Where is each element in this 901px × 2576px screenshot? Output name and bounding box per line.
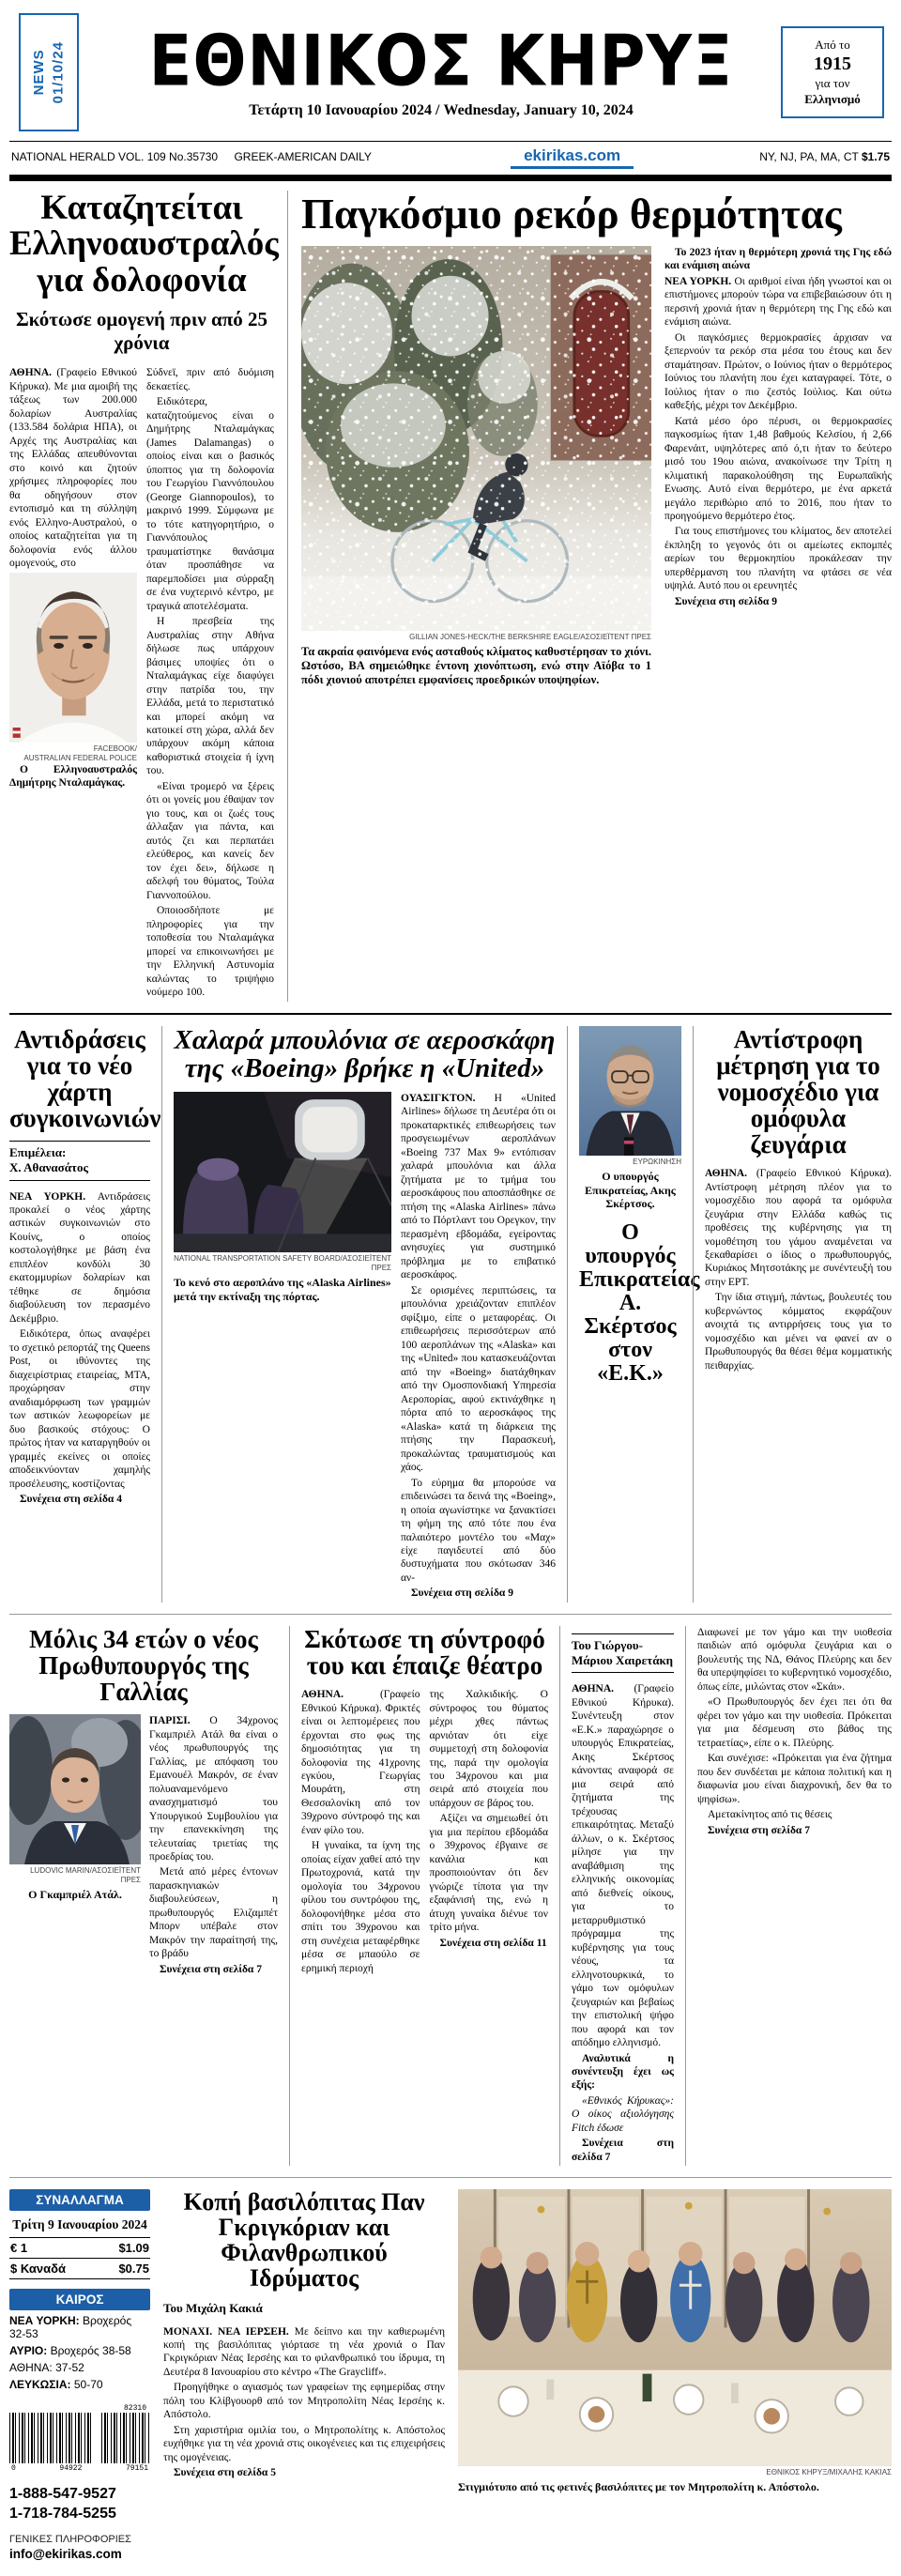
dateline: ΜΟΝΑΧΙ. ΝΕΑ ΙΕΡΣΕΗ. [163, 2325, 289, 2338]
dateline: ΟΥΑΣΙΓΚΤΟΝ. [401, 1093, 476, 1104]
wanted-lead: (Γραφείο Εθνικού Κήρυκα). Με μια αμοιβή της τάξεως των 200.000 δολαρίων Αυστραλίας (133.584 δολάρια ΗΠΑ), οι Αρχές της Αυστραλίας και της Ελλάδας απευθύνονται στο κοινό και ζητούν χρήσιμες πληροφορίες που θα οδηγήσουν στον εντοπισμό και τη σύλληψη ενός Ελληνο-Αυστραλού, ο οποίος καταζητείται για τη δολοφονία ενός άλλου ομογενούς, στο [9, 367, 137, 570]
weather-row: ΑΥΡΙΟ: Βροχερός 38-58 [9, 2344, 131, 2358]
wanted-col-1 [9, 366, 137, 1001]
samesex-headline: Αντίστροφη μέτρηση για το νομοσχέδιο για ομόφυλα ζευγάρια [716, 1024, 880, 1158]
vasilopita-photo-credit: ΕΘΝΙΚΟΣ ΚΗΡΥΞ/ΜΙΧΑΛΗΣ ΚΑΚΙΑΣ [766, 2468, 892, 2477]
top-band [9, 191, 892, 1002]
snowstorm-image [301, 246, 651, 631]
phone-numbers [9, 2485, 150, 2524]
wanted-headline: Καταζητείται Ελληνοαυστραλός για δολοφονία [9, 189, 279, 299]
samesex-continuation: Συνέχεια στη σελίδα 7 [708, 1824, 810, 1836]
foot-band [9, 2177, 892, 2561]
vasilopita-photo-block [458, 2189, 892, 2561]
vasilopita-event-image [458, 2189, 892, 2466]
vasilopita-event-photo [458, 2189, 892, 2466]
wanted-subhead: Σκότωσε ομογενή πριν από 25 χρόνια [15, 308, 268, 355]
weather-row: ΛΕΥΚΩΣΙΑ: 50-70 [9, 2378, 103, 2392]
wanted-photo-caption: Ο Ελληνοαυστραλός Δημήτρης Νταλαμάγκας. [9, 764, 137, 790]
article-boeing-bolts [161, 1026, 556, 1602]
attal-photo-caption: Ο Γκαμπριέλ Ατάλ. [28, 1888, 122, 1902]
composite-sketch-image [9, 573, 137, 743]
weather-box [9, 2289, 150, 2391]
transit-byline: Επιμέλεια: Χ. Αθανασάτος [9, 1141, 150, 1181]
transit-continuation: Συνέχεια στη σελίδα 4 [20, 1494, 122, 1506]
vasilopita-continuation: Συνέχεια στη σελίδα 5 [174, 2467, 276, 2479]
dateline: ΑΘΗΝΑ. [705, 1168, 748, 1180]
issue-date: Τετάρτη 10 Ιανουαρίου 2024 / Wednesday, January 10, 2024 [249, 101, 634, 118]
edition-tag-news: NEWS [30, 49, 47, 96]
france-continuation: Συνέχεια στη σελίδα 7 [160, 1963, 262, 1975]
transit-headline: Αντιδράσεις για το νέο χάρτη συγκοινωνιών [9, 1024, 161, 1132]
since-1915-box [781, 26, 884, 118]
barcode [9, 2404, 150, 2474]
general-info [9, 2534, 150, 2561]
dateline: ΑΘΗΝΑ. [572, 1683, 615, 1695]
dateline: ΑΘΗΝΑ. [9, 367, 53, 379]
boeing-photo-caption: Το κενό στο αεροπλάνο της «Alaska Airlines» μετά την εκτίναξη της πόρτας. [174, 1276, 391, 1303]
main-photo-caption: Τα ακραία φαινόμενα ενός ασταθούς κλίματος καθυστέρησαν το χιόνι. Ωστόσο, ΒΑ σημειώθηκε έντονη χιονόπτωση, ενώ στην Αϊόβα το 1 πόδι χιονιού αποτρέπει εμφανίσεις προεδρικών υποψηφίων. [301, 645, 652, 687]
article-vasilopita: Κοπή βασιλόπιτας Παν Γκριγκόριαν και Φιλανθρωπικού Ιδρύματος Του Μιχάλη Κακιά ΜΟΝΑΧΙ. ΝΕΑ ΙΕΡΣΕΗ. Με δείπνο και την καθιερωμένη κοπή της βασιλόπιτας γιόρτασε τη νέα χρονιά ο Παν Γκριγκόριαν Νέας Ιερσέης και το φιλανθρωπικό του ίδρυμα, τη Δευτέρα 8 Ιανουαρίου στο κέντρο «The Graycliff». Προηγήθηκε ο αγιασμός των γραφείων της εφημερίδας στην πόλη του Κλίβγουορθ από τον Μητροπολίτη Νέας Ιερσέης κ. Απόστολο. Στη χαριστήρια ομιλία του, ο Μητροπολίτης κ. Απόστολος ευχήθηκε για τη νέα χρονιά στις οικογένειες και τις επιχειρήσεις της ομογένειας. Συνέχεια στη σελίδα 5 [163, 2188, 446, 2479]
boeing-lead: Η «United Airlines» δήλωσε τη Δευτέρα ότι οι προκαταρκτικές επιθεωρήσεις των προσγειωμένων αεροπλάνων «Boeing 737 Max 9» εντόπισαν χαλαρά μπουλόνια και άλλα ζητήματα με το τμήμα του αεροσκάφους που αποσπάσθηκε σε πτήση της «Alaska Airlines» πάνω από το Πόρτλαντ του Ορεγκον, την περασμένη εβδομάδα, εγείροντας ανησυχίες για συστημικό πρόβλημα με το επιβατικό αεροσκάφος. [401, 1093, 557, 1281]
barcode-top-number: 82310 [123, 2404, 146, 2414]
phone-local[interactable]: 1-718-784-5255 [9, 2506, 116, 2522]
skertsos-continuation: Συνέχεια στη σελίδα 7 [572, 2138, 674, 2163]
since-line-1: Από το [815, 38, 850, 53]
since-line-3: για τον [815, 76, 850, 91]
airplane-interior-image [174, 1092, 391, 1252]
weather-title: ΚΑΙΡΟΣ [9, 2289, 150, 2310]
skertsos-note: Αναλυτικά η συνέντευξη έχει ως εξής: [572, 2052, 674, 2092]
vasilopita-headline: Κοπή βασιλόπιτας Παν Γκριγκόριαν και Φιλανθρωπικού Ιδρύματος [183, 2188, 425, 2292]
edition-tag-date: 01/10/24 [50, 40, 66, 104]
masthead-rule [9, 175, 892, 181]
dateline: ΠΑΡΙΣΙ. [149, 1715, 191, 1727]
vasilopita-lead: Με δείπνο και την καθιερωμένη κοπή της βασιλόπιτας γιόρτασε τη νέα χρονιά ο Παν Γκριγκόριαν Νέας Ιερσέης και το φιλανθρωπικό του ίδρυμα, τη Δευτέρα 8 Ιανουαρίου στο κέντρο «The Graycliff». [163, 2325, 446, 2378]
article-skertsos-body [559, 1626, 674, 2166]
edition-tag [30, 41, 69, 103]
main-headline: Παγκόσμιο ρεκόρ θερμότητας [301, 191, 842, 238]
dateline: ΝΕΑ ΥΟΡΚΗ. [9, 1190, 86, 1203]
murder-col-1: ΑΘΗΝΑ. (Γραφείο Εθνικού Κήρυκα). Φρικτές είναι οι λεπτομέρειες που έρχονται στο φως της δημοσιότητας για τη δολοφονία της 41χρονης εγκύου, Γεωργίας Μουράτη, στη Θεσσαλονίκη από τον 39χρονο σύντροφό της και έναν φίλο του. Η γυναίκα, τα ίχνη της οποίας είχαν χαθεί από την Πρωτοχρονιά, κατά την ομολογία του 34χρονου φίλου του συντρόφου της, δολοφονήθηκε μέσα στο σπίτι του 39χρονου και στη συνέχεια μεταφέρθηκε μέσα σε μπαούλο σε ερημική περιοχή [301, 1689, 420, 1974]
article-skertsos-top [567, 1026, 700, 1602]
skertsos-photo-caption: Ο υπουργός Επικρατείας, Ακης Σκέρτσος. [585, 1170, 676, 1211]
exchange-row-cad: $ Καναδά $0.75 [9, 2259, 150, 2279]
attal-portrait-image [9, 1714, 141, 1864]
boeing-continuation: Συνέχεια στη σελίδα 9 [411, 1587, 513, 1600]
skertsos-lead: (Γραφείο Εθνικού Κήρυκα). Συνέντευξη στον «Ε.Κ.» παραχώρησε ο υπουργός Επικρατείας, Ακης Σκέρτσος κάνοντας αναφορά σε μια σειρά από ζητήματα της τρέχουσας επικαιρότητας. Μεταξύ άλλων, ο κ. Σκέρτσος μίλησε για την αναβάθμιση της ελληνικής οικονομίας από διεθνείς οίκους, για το μεταρρυθμιστικό πρόγραμμα της κυβέρνησης για τους νέους, τα ελληνοτουρκικά, το γάμο των ομόφυλων ζευγαριών και βεβαίως την επιστολική ψήφο που αφορά και τον απόδημο ελληνισμό. [572, 1683, 674, 2049]
airplane-interior-photo [174, 1092, 391, 1252]
newspaper-title: ΕΘΝΙΚΟΣ ΚΗΡΥΞ [148, 19, 734, 102]
heat-subhead: Το 2023 ήταν η θερμότερη χρονιά της Γης εδώ και ενάμιση αιώνα [664, 246, 892, 272]
regions: NY, NJ, PA, MA, CT [759, 150, 859, 163]
main-photo-credit: GILLIAN JONES-HECK/THE BERKSHIRE EAGLE/ΑΣΟΣΙΕΪΤΕΝΤ ΠΡΕΣ [409, 633, 651, 642]
vasilopita-byline: Του Μιχάλη Κακιά [163, 2300, 263, 2315]
murder-continuation: Συνέχεια στη σελίδα 11 [439, 1937, 547, 1949]
samesex-lead: (Γραφείο Εθνικού Κήρυκα). Αντίστροφη μέτρηση πλέον για το νομοσχέδιο που αφορά τα ομόφυλα ζευγάρια στην Ελλάδα καθώς τις προθέσεις της κυβέρνησης για τη νομοθέτηση του γάμου αναμένεται να ξεκαθαρίσει ο ίδιος ο πρωθυπουργός, Κυριάκος Μητσοτάκης με συνέντευξή του στην ΕΡΤ. [705, 1168, 892, 1288]
dateline: ΝΕΑ ΥΟΡΚΗ. [664, 275, 732, 287]
attal-photo-block [9, 1714, 141, 1978]
barcode-bars-left [9, 2413, 94, 2463]
skertsos-headline: Ο υπουργός Επικρατείας Α. Σκέρτσος στον «Ε.Κ.» [579, 1220, 700, 1387]
volume-number: NATIONAL HERALD VOL. 109 No.35730 [11, 150, 219, 163]
skertsos-photo-credit: ΕΥΡΩΚΙΝΗΣΗ [633, 1158, 681, 1167]
article-partner-murder [289, 1626, 548, 2166]
website-link[interactable]: ekirikas.com [511, 146, 634, 169]
since-line-4: Ελληνισμό [804, 91, 861, 106]
heat-lead: Οι αριθμοί είναι ήδη γνωστοί και οι επιστήμονες μπορούν τώρα να επιβεβαιώσουν ότι η περσινή χρονιά ήταν η θερμότερη της Γης εδώ και ενάμιση αιώνα. [664, 275, 893, 329]
murder-col-2: της Χαλκιδικής. Ο σύντροφος του θύματος μέχρι χθες πάντως αρνιόταν ότι είχε συμμετοχή στη δολοφονία της, παρά την ομολογία του 34χρονου και μια σειρά από στοιχεία που υπάρχουν σε βάρος του. Αξίζει να σημειωθεί ότι για μια περίπου εβδομάδα ο 39χρονος έβγαινε σε κανάλια και προσποιούνταν ότι δεν γνώριζε τίποτα για την εξαφάνισή της, ενώ η άτυχη γυναίκα διένυε τον τρίτο μήνα. Συνέχεια στη σελίδα 11 [429, 1689, 548, 1949]
composite-sketch-photo [9, 573, 137, 743]
snowstorm-photo [301, 246, 651, 631]
skertsos-byline: Του Γιώργου-Μάριου Χαιρετάκη [572, 1633, 674, 1674]
skertsos-portrait-image [579, 1026, 681, 1157]
article-heat-record [287, 191, 892, 1002]
edition-tag-box [19, 13, 79, 131]
boeing-headline: Χαλαρά μπουλόνια σε αεροσκάφη της «Boeing» βρήκε η «United» [174, 1024, 556, 1083]
france-lead: Ο 34χρονος Γκαμπριέλ Ατάλ θα είναι ο νέος πρωθυπουργός της Γαλλίας, με απόφαση του Εμανουέλ Μακρόν, σε έναν πολυαναμενόμενο ανασχηματισμό του Υπουργικού Συμβουλίου για την επανεκκίνηση της τελευταίας τριετίας της προεδρίας του. [149, 1715, 278, 1863]
weather-row: ΝΕΑ ΥΟΡΚΗ: Βροχερός 32-53 [9, 2314, 132, 2341]
dateline: ΑΘΗΝΑ. [301, 1689, 344, 1701]
boeing-photo-credit: NATIONAL TRANSPORTATION SAFETY BOARD/ΑΣΟΣΙΕΪΤΕΝΤ ΠΡΕΣ [174, 1254, 391, 1273]
attal-portrait-photo [9, 1714, 141, 1864]
main-photo-block [301, 246, 651, 699]
wanted-col-2: Σύδνεϊ, πριν από δυόμιση δεκαετίες. Ειδικότερα, καταζητούμενος είναι ο Δημήτρης Νταλαμάγκας (James Dalamangas) ο οποίος είναι και ο βασικός ύποπτος για τη δολοφονία του Γεωργίου Γιαννόπουλου (George Giannopoulos), το μακρινό 1999. Σύμφωνα με το τότε κατηγορητήριο, ο Γιαννόπουλος τραυματίστηκε θανάσιμα όταν προσπάθησε να παρεμποδίσει μια σύρραξη σε ένα νυχτερινό κέντρο, με τραγικά αποτελέσματα. Η πρεσβεία της Αυστραλίας στην Αθήνα δήλωσε πως υπάρχουν βάσιμες υποψίες ότι ο Νταλαμάγκας είχε διαφύγει στην πατρίδα του, την Ελλάδα, μετά το περιστατικό και μπορεί ακόμη να κατοικεί στη χώρα, αλλά δεν υπάρχουν ακόμη κάποια καθοριστικά στοιχεία ή ίχνη του. «Είναι τρομερό να ξέρεις ότι οι γονείς μου έθαψαν τον γιο τους, και οι ζωές τους άλλαξαν για πάντα, και αυτός ζει και περπατάει ελεύθερος, και κανείς δεν τον έχει δει», δήλωσε η αδελφή του θύματος, Τούλα Γιαννοπούλου. Οποιοσδήποτε με πληροφορίες για την τοποθεσία του Νταλαμάγκα μπορεί να επικοινωνήσει με την Ελληνική Αστυνομία καλώντας το τριψήφιο νούμερο 100. [146, 367, 274, 999]
murder-lead: (Γραφείο Εθνικού Κήρυκα). Φρικτές είναι οι λεπτομέρειες που έρχονται στο φως της δημοσιότητας για τη δολοφονία της 41χρονης εγκύου, Γεωργίας Μουράτη, στη Θεσσαλονίκη από τον 39χρονο σύντροφό της και έναν φίλο του. [301, 1689, 420, 1836]
exchange-box [9, 2189, 150, 2279]
exchange-date: Τρίτη 9 Ιανουαρίου 2024 [12, 2217, 147, 2232]
attal-photo-credit: LUDOVIC MARIN/ΑΣΟΣΙΕΪΤΕΝΤ ΠΡΕΣ [30, 1866, 141, 1885]
article-samesex-top: Αντίστροφη μέτρηση για το νομοσχέδιο για ομόφυλα ζευγάρια ΑΘΗΝΑ. (Γραφείο Εθνικού Κήρυκα). Αντίστροφη μέτρηση πλέον για το νομοσχέδιο που αφορά τα ομόφυλα ζευγάρια στην Ελλάδα καθώς τις προθέσεις της κυβέρνησης για τη νομοθέτηση του γάμου αναμένεται να ξεκαθαρίσει ο ίδιος ο πρωθυπουργός, Κυριάκος Μητσοτάκης με συνέντευξή του στην ΕΡΤ. Την ίδια στιγμή, πάντως, βουλευτές του κυβερνώντος κόμματος εκφράζουν ανοιχτά τις αντιρρήσεις τους για το νομοσχέδιο και μένει να φανεί αν ο Πρωθυπουργός θα θέσει θέμα κομματικής πειθαρχίας. [693, 1026, 892, 1602]
paper-tagline: GREEK-AMERICAN DAILY [234, 150, 372, 163]
heat-text-column: Το 2023 ήταν η θερμότερη χρονιά της Γης εδώ και ενάμιση αιώνα ΝΕΑ ΥΟΡΚΗ. Οι αριθμοί είναι ήδη γνωστοί και οι επιστήμονες μπορούν τώρα να επιβεβαιώσουν ότι η περσινή χρονιά ήταν η θερμότερη της Γης εδώ και ενάμιση αιώνα. Οι παγκόσμιες θερμοκρασίες άρχισαν να ξεπερνούν τα ρεκόρ στα μέσα του έτους και δεν σταμάτησαν. Πρώτον, ο Ιούνιος ήταν ο θερμότερος Ιούνιος του πλανήτη που έχει καταγραφεί. Τότε, ο Ιούλιος ήταν ο πιο ζεστός Ιούλιος. Και ούτω καθεξής, μέχρι τον Δεκέμβριο. Κατά μέσο όρο πέρυσι, οι θερμοκρασίες παγκοσμίως ήταν 1,48 βαθμούς Κελσίου, ή 2,66 Φαρενάιτ, υψηλότερες από ό,τι ήταν το δεύτερο μισό του 19ου αιώνα, ανακοίνωσε την Τρίτη η κλιματική παρακολούθηση της Ευρωπαϊκής Ενωσης. Αυτό είναι θερμότερο, με ένα αρκετά μεγάλο περιθώριο από το 2016, που ήταν το προηγούμενο θερμότερο έτος. Για τους επιστήμονες του κλίματος, δεν αποτελεί έκπληξη το γεγονός ότι οι αμείωτες εκπομπές αερίων του θερμοκηπίου προκάλεσαν την υπερθέρμανση του πλανήτη να φτάσει σε νέα υψηλά. Αυτό που οι ερευνητές Συνέχεια στη σελίδα 9 [664, 246, 893, 607]
general-info-label: ΓΕΝΙΚΕΣ ΠΛΗΡΟΦΟΡΙΕΣ [9, 2533, 131, 2545]
skertsos-question: «Εθνικός Κήρυκας»: Ο οίκος αξιολόγησης Fitch έδωσε [572, 2094, 674, 2134]
transit-lead: Αντιδράσεις προκαλεί ο νέος χάρτης αστικών συγκοινωνιών στο Κουίνς, ο οποίος κοστολογήθηκε με βάση ένα επιπλέον κονδύλι 30 εκατομμυρίων δολαρίων και τέθηκε σε δημόσια διαβούλευση τον περασμένο Δεκέμβριο. [9, 1190, 150, 1325]
boeing-text-column: ΟΥΑΣΙΓΚΤΟΝ. Η «United Airlines» δήλωσε τη Δευτέρα ότι οι προκαταρκτικές επιθεωρήσεις των προσγειωμένων αεροπλάνων «Boeing 737 Max 9» εντόπισαν χαλαρά μπουλόνια και άλλα ζητήματα με το τμήμα του αεροσκάφους που αποσπάσθηκε σε πτήση της «Alaska Airlines» πάνω από το Πόρτλαντ του Ορεγκον, την περασμένη εβδομάδα, εγείροντας ανησυχίες για συστημικό πρόβλημα με το επιβατικό αεροσκάφος. Σε ορισμένες περιπτώσεις, τα μπουλόνια χρειάζονταν επιπλέον σφίξιμο, είπε ο μεταφορέας. Οι επιθεωρήσεις περισσότερων από 100 αεροπλάνων της «Alaska» και της «United» που κατασκευάζονται από την «Boeing» διατάχθηκαν από την Ομοσπονδιακή Υπηρεσία Αεροπορίας, αφού εκτινάχθηκε η πόρτα από το αεροσκάφος της «Alaska» κατά τη διάρκεια της πτήσης την Παρασκευή, προκαλώντας τραυματισμούς και χάος. Το εύρημα θα μπορούσε να επιδεινώσει τα δεινά της «Boeing», η οποία αγωνίστηκε να ξανακτίσει τη φήμη της από τότε που ένα παλαιότερο μοντέλο του «Μαχ» είχε παγιδευτεί από δύο δυστυχήματα που σκότωσαν 346 αν- Συνέχεια στη σελίδα 9 [401, 1093, 557, 1600]
regions-price [759, 150, 890, 163]
boeing-photo-block [174, 1092, 391, 1602]
price: $1.75 [861, 150, 890, 163]
info-strip [9, 141, 892, 173]
phone-tollfree[interactable]: 1-888-547-9527 [9, 2486, 116, 2503]
france-headline: Μόλις 34 ετών ο νέος Πρωθυπουργός της Γαλλίας [29, 1624, 258, 1707]
france-text-column: ΠΑΡΙΣΙ. Ο 34χρονος Γκαμπριέλ Ατάλ θα είναι ο νέος πρωθυπουργός της Γαλλίας, με απόφαση του Εμανουέλ Μακρόν, σε έναν πολυαναμενόμενο ανασχηματισμό του Υπουργικού Συμβουλίου για την επανεκκίνηση της τελευταίας τριετίας της προεδρίας του. Μετά από μέρες έντονων παρασκηνιακών διαβουλεύσεων, η πρωθυπουργός Ελιζαμπέτ Μπορν υπέβαλε στον Μακρόν την παραίτησή της, το βράδυ Συνέχεια στη σελίδα 7 [149, 1715, 278, 1975]
skertsos-portrait-photo [579, 1026, 681, 1157]
exchange-title: ΣΥΝΑΛΛΑΓΜΑ [9, 2189, 150, 2211]
email-link[interactable]: info@ekirikas.com [9, 2546, 122, 2561]
heat-continuation: Συνέχεια στη σελίδα 9 [675, 595, 777, 607]
barcode-bars-right [101, 2413, 149, 2463]
volume-info [11, 150, 385, 163]
article-samesex-body: Διαφωνεί με τον γάμο και την υιοθεσία παιδιών από ομόφυλα ζευγάρια και ο βουλευτής της ΝΔ, Θάνος Πλεύρης και δεν θα υπερψηφίσει το κυβερνητικό νομοσχέδιο, όπως είπε, μιλώντας στον «Σκάι». «Ο Πρωθυπουργός δεν έχει πει ότι θα φέρει τον γάμο και την υιοθεσία. Πρόκειται για μια δέσμευση στο βάθος της τετραετίας», είπε ο κ. Πλεύρης. Και συνέχισε: «Πρόκειται για ένα ζήτημα που δεν συνδέεται με κάποια πολιτική και η διαφωνία μου είναι διαχρονική, δεν θα το ψηφίσω». Αμετακίνητος από τις θέσεις Συνέχεια στη σελίδα 7 [685, 1626, 892, 2166]
masthead [9, 8, 892, 133]
wanted-photo-credit: FACEBOOK/ AUSTRALIAN FEDERAL POLICE [23, 744, 137, 762]
exchange-row-eur: € 1 $1.09 [9, 2238, 150, 2259]
since-year: 1915 [814, 54, 851, 75]
lower-band [9, 1614, 892, 2166]
article-wanted-man [9, 189, 279, 1002]
middle-band [9, 1013, 892, 1602]
murder-headline: Σκότωσε τη σύντροφό του και έπαιζε θέατρο [304, 1624, 545, 1679]
utility-column [9, 2189, 150, 2561]
barcode-digits: 0 94922 79151 [11, 2464, 148, 2474]
article-transit-map: Αντιδράσεις για το νέο χάρτη συγκοινωνιών Επιμέλεια: Χ. Αθανασάτος ΝΕΑ ΥΟΡΚΗ. Αντιδράσεις προκαλεί ο νέος χάρτης αστικών συγκοινωνιών στο Κουίνς, ο οποίος κοστολογήθηκε με βάση ένα επιπλέον κονδύλι 30 εκατομμυρίων δολαρίων και τέθηκε σε δημόσια διαβούλευση τον περασμένο Δεκέμβριο. Ειδικότερα, όπως αναφέρει το σχετικό ρεπορτάζ της Queens Post, οι ιθύνοντες της διαχειρίστριας εταιρείας, ΜΤΑ, προχώρησαν στην αναδιαμόρφωση των γραμμών των αστικών λεωφορείων με δυο βασικούς στόχους: Ο πρώτος ήταν να καταργηθούν οι γραμμές εκείνες οι οποίες αποδεικνύονταν χαμηλής προσέλευσης, κοστίζοντας Συνέχεια στη σελίδα 4 [9, 1024, 161, 1506]
weather-row: ΑΘΗΝΑ: 37-52 [9, 2361, 84, 2375]
article-france-pm [9, 1626, 278, 2166]
vasilopita-photo-caption: Στιγμιότυπο από τις φετινές βασιλόπιτες με τον Μητροπολίτη κ. Απόστολο. [458, 2480, 819, 2494]
